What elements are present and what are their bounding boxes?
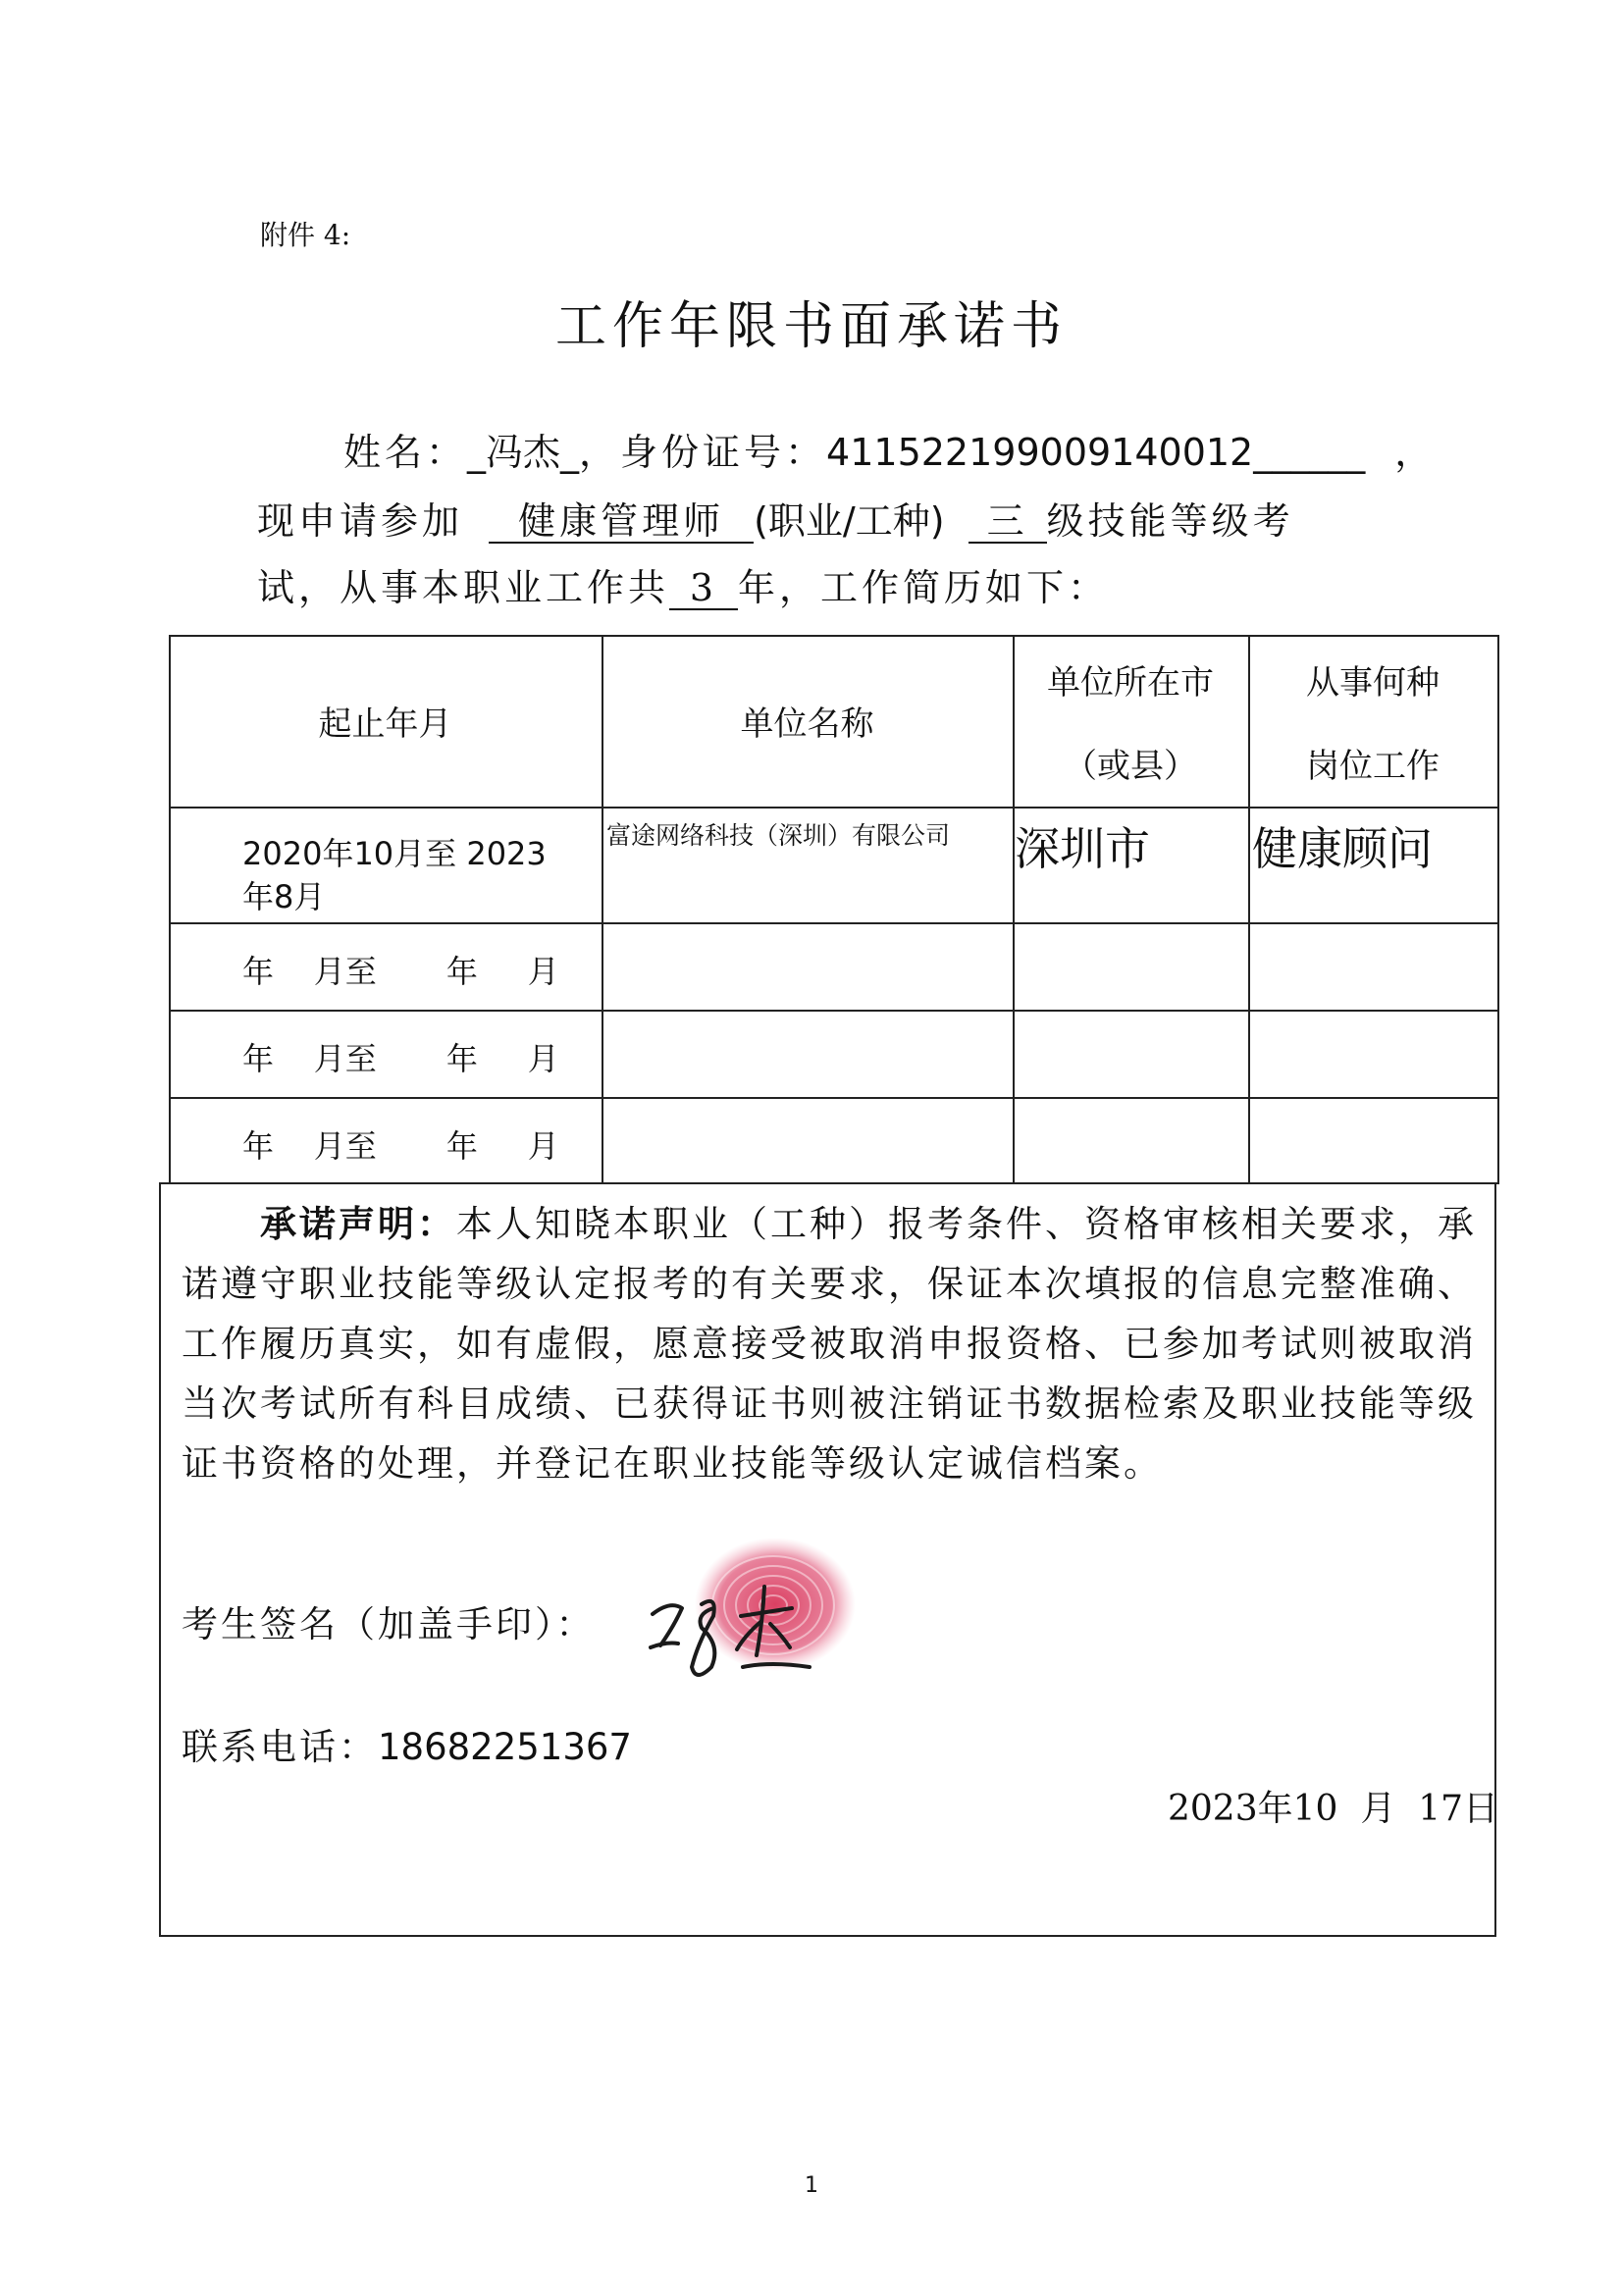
intro-line-2 [257,491,1294,545]
header-job-line2: 岗位工作 [1306,746,1440,786]
table-divider [169,1097,1499,1099]
intro-line-3 [257,557,1109,611]
table-divider [1013,635,1015,1184]
header-city-line2: （或县） [1064,746,1197,786]
annex-label: 附件 4: [260,219,351,251]
row4-period: 年 月至 年 月 [242,1127,559,1165]
header-period: 起止年月 [318,704,452,744]
header-unit: 单位名称 [740,704,874,744]
row1-job: 健康顾问 [1252,822,1433,875]
phone-label: 联系电话： [182,1726,378,1768]
table-divider [1248,635,1250,1184]
name-value: _冯杰_ [467,431,580,474]
signature-label: 考生签名（加盖手印）： [182,1603,596,1645]
row1-period-line1: 2020年10月至 2023 [242,835,547,872]
declaration-heading: 承诺声明： [260,1202,456,1245]
phone-line [182,1717,632,1770]
document-title: 工作年限书面承诺书 [554,297,1068,356]
page-number: 1 [805,2173,818,2198]
phone-value: 18682251367 [378,1726,632,1768]
table-divider [169,1010,1499,1012]
occupation-value: 健康管理师 [489,502,754,544]
header-job-line1: 从事何种 [1306,662,1440,703]
declaration-paragraph [182,1194,1477,1493]
sign-date: 2023年10 月 17日 [1168,1789,1499,1829]
name-label: 姓名： [343,431,468,474]
intro-line-1 [343,422,1436,476]
line3-prefix: 试，从事本职业工作共 [257,566,670,609]
table-border [1497,635,1499,1184]
row1-unit: 富途网络科技（深圳）有限公司 [606,821,951,850]
line3-suffix: 年，工作简历如下： [738,566,1110,609]
row1-city: 深圳市 [1015,822,1150,875]
header-city-line1: 单位所在市 [1047,662,1214,703]
years-value: 3 [669,569,738,610]
work-history-table [169,635,1499,1184]
handwritten-signature [643,1565,859,1693]
apply-prefix: 现申请参加 [257,499,464,543]
row3-period: 年 月至 年 月 [242,1040,559,1077]
id-label: ，身份证号： [579,431,827,474]
comma: ， [1394,431,1437,474]
id-value: 411522199009140012______ [826,431,1366,474]
level-value: 三 [969,502,1047,544]
table-divider [169,807,1499,809]
table-divider [169,922,1499,924]
level-suffix: 级技能等级考 [1046,499,1294,543]
row1-period-line2: 年8月 [242,878,326,915]
row2-period: 年 月至 年 月 [242,953,559,990]
declaration-text: 本人知晓本职业（工种）报考条件、资格审核相关要求，承诺遵守职业技能等级认定报考的有关要求，保证本次填报的信息完整准确、工作履历真实，如有虚假，愿意接受被取消申报资格、已参加考试则被取消当次考试所有科目成绩、已获得证书则被注销证书数据检索及职业技能等级证书资格的处理，并登记在职业技能等级认定诚信档案。 [182,1203,1477,1485]
occupation-suffix: (职业/工种) [754,499,945,543]
